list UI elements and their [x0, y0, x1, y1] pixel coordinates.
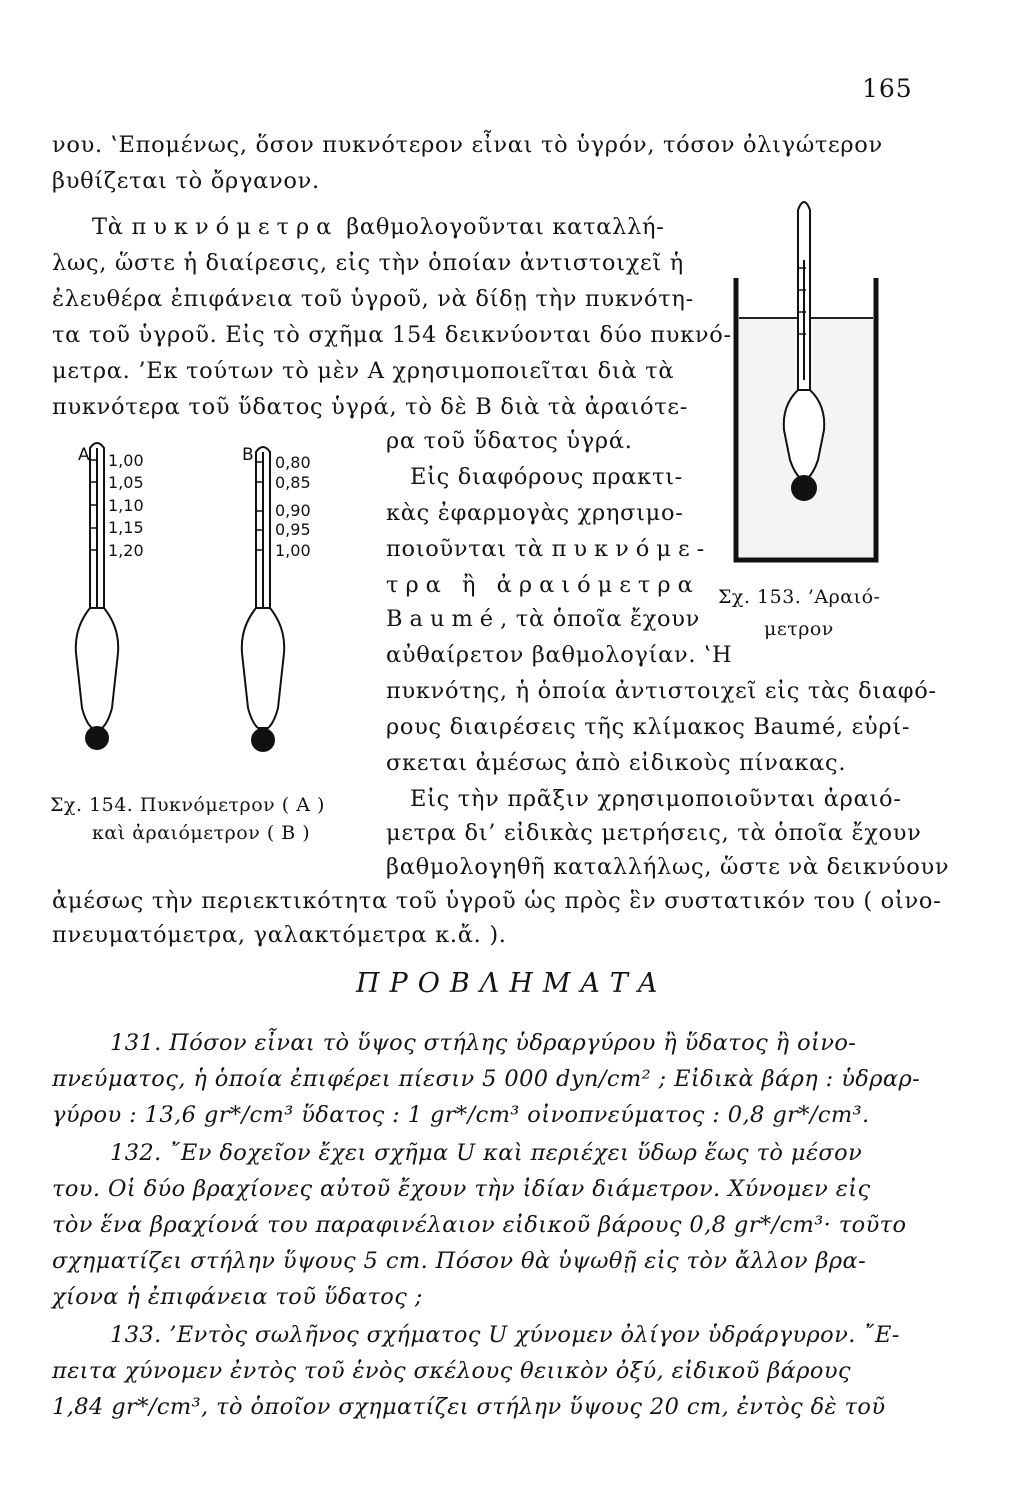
problem-131-line: γύρου : 13,6 gr*/cm³ ὕδατος : 1 gr*/cm³ οἰνοπνεύματος : 0,8 gr*/cm³. [52, 1102, 870, 1128]
figure-153-areometer [728, 190, 898, 570]
spaced-term: Baumé [386, 606, 501, 632]
hydrometer-b-weight [251, 728, 275, 752]
hydrometer-a-bulb [76, 608, 118, 728]
text-line: βυθίζεται τὸ ὄργανον. [52, 168, 320, 194]
scale-b-label: 0,90 [275, 501, 311, 520]
figure-153-caption-line1: Σχ. 153. ’Αραιό- [718, 586, 881, 608]
problem-131-line: πνεύματος, ἡ ὁποία ἐπιφέρει πίεσιν 5 000 dyn/cm² ; Εἰδικὰ βάρη : ὑδραρ- [52, 1066, 921, 1092]
problem-133-line: 133. ’Εντὸς σωλῆνος σχήματος U χύνομεν ὀλίγον ὑδράργυρον. ῎Ε- [110, 1322, 900, 1348]
scale-a-label: 1,00 [108, 451, 144, 470]
text-line: μετρα δι’ εἰδικὰς μετρήσεις, τὰ ὁποῖα ἔχουν [386, 820, 922, 846]
text-line: βαθμολογηθῆ καταλλήλως, ὥστε νὰ δεικνύουν [386, 854, 950, 880]
text-line: πυκνότης, ἡ ὁποία ἀντιστοιχεῖ εἰς τὰς διαφό- [386, 678, 937, 704]
scale-b-label: 0,80 [275, 453, 311, 472]
text-line: Εἰς τὴν πρᾶξιν χρησιμοποιοῦνται ἀραιό- [410, 786, 902, 812]
text-line: πυκνότερα τοῦ ὕδατος ὑγρά, τὸ δὲ Β διὰ τὰ ἀραιότε- [52, 394, 689, 420]
text-line: πνευματόμετρα, γαλακτόμετρα κ.ἄ. ). [52, 922, 507, 948]
label-a: A [78, 445, 90, 465]
text-line: ρα τοῦ ὕδατος ὑγρά. [386, 428, 633, 454]
problem-133-line: 1,84 gr*/cm³, τὸ ὁποῖον σχηματίζει στήλην ὕψους 20 cm, ἐντὸς δὲ τοῦ [52, 1394, 886, 1420]
figure-154-hydrometers [70, 438, 360, 778]
text-line: κὰς ἐφαρμογὰς χρησιμο- [386, 500, 684, 526]
figure-153-caption-line2: μετρον [764, 618, 834, 640]
hydrometer-a-weight [85, 726, 109, 750]
text-line: τα τοῦ ὑγροῦ. Εἰς τὸ σχῆμα 154 δεικνύονται δύο πυκνό- [52, 322, 732, 348]
text-line: αὐθαίρετον βαθμολογίαν. ‛Η [386, 642, 733, 668]
problem-132-line: σχηματίζει στήλην ὕψους 5 cm. Πόσον θὰ ὑψωθῇ εἰς τὸν ἄλλον βρα- [52, 1248, 867, 1274]
text-line: μετρα. ’Εκ τούτων τὸ μὲν Α χρησιμοποιεῖται διὰ τὰ [52, 358, 675, 384]
spaced-term: πυκνόμε- [551, 536, 712, 562]
text-line: λως, ὥστε ἡ διαίρεσις, εἰς τὴν ὁποίαν ἀντιστοιχεῖ ἡ [52, 250, 684, 276]
hydrometer-weight [791, 475, 817, 501]
spaced-term: πυκνόμετρα [131, 214, 339, 240]
text-line: Εἰς διαφόρους πρακτι- [410, 464, 683, 490]
hydrometer-b-bulb [242, 608, 284, 728]
text-line: ποιοῦνται τὰ πυκνόμε- [386, 536, 712, 562]
label-b: B [242, 445, 254, 465]
text-line: ἐλευθέρα ἐπιφάνεια τοῦ ὑγροῦ, νὰ δίδῃ τὴν πυκνότη- [52, 286, 694, 312]
text-line: ἀμέσως τὴν περιεκτικότητα τοῦ ὑγροῦ ὡς πρὸς ἓν συστατικόν του ( οἰνο- [52, 888, 942, 914]
text-line: νου. ‛Επομένως, ὅσον πυκνότερον εἶναι τὸ ὑγρόν, τόσον ὀλιγώτερον [52, 132, 883, 158]
text-line: Baumé, τὰ ὁποῖα ἔχουν [386, 606, 701, 632]
text-line: ρους διαιρέσεις τῆς κλίμακος Baumé, εὑρί- [386, 714, 911, 740]
scale-a-label: 1,15 [108, 518, 144, 537]
problems-heading: ΠΡΟΒΛΗΜΑΤΑ [356, 968, 668, 999]
text-line: Τὰ πυκνόμετρα βαθμολογοῦνται καταλλή- [92, 214, 665, 240]
problem-132-line: 132. ῎Εν δοχεῖον ἔχει σχῆμα U καὶ περιέχει ὕδωρ ἕως τὸ μέσον [110, 1140, 863, 1166]
figure-154-caption-line1: Σχ. 154. Πυκνόμετρον ( Α ) [50, 794, 325, 816]
scale-a-label: 1,05 [108, 473, 144, 492]
problem-133-line: πειτα χύνομεν ἐντὸς τοῦ ἑνὸς σκέλους θειικὸν ὀξύ, εἰδικοῦ βάρους [52, 1358, 851, 1384]
scale-b-label: 0,95 [275, 520, 311, 539]
problem-132-line: τὸν ἕνα βραχίονά του παραφινέλαιον εἰδικοῦ βάρους 0,8 gr*/cm³· τοῦτο [52, 1212, 907, 1238]
scale-a-label: 1,10 [108, 496, 144, 515]
problem-132-line: του. Οἱ δύο βραχίονες αὐτοῦ ἔχουν τὴν ἰδίαν διάμετρον. Χύνομεν εἰς [52, 1176, 871, 1202]
scale-a-label: 1,20 [108, 541, 144, 560]
scale-b-label: 0,85 [275, 473, 311, 492]
figure-154-caption-line2: καὶ ἀραιόμετρον ( Β ) [92, 822, 311, 844]
problem-131-line: 131. Πόσον εἶναι τὸ ὕψος στήλης ὑδραργύρου ἢ ὕδατος ἢ οἰνο- [110, 1030, 857, 1056]
scale-b-label: 1,00 [275, 541, 311, 560]
text-line: σκεται ἀμέσως ἀπὸ εἰδικοὺς πίνακας. [386, 750, 847, 776]
text-line: τρα ἢ ἀραιόμετρα [386, 572, 700, 598]
problem-132-line: χίονα ἡ ἐπιφάνεια τοῦ ὕδατος ; [52, 1284, 423, 1310]
page-number: 165 [862, 74, 913, 103]
